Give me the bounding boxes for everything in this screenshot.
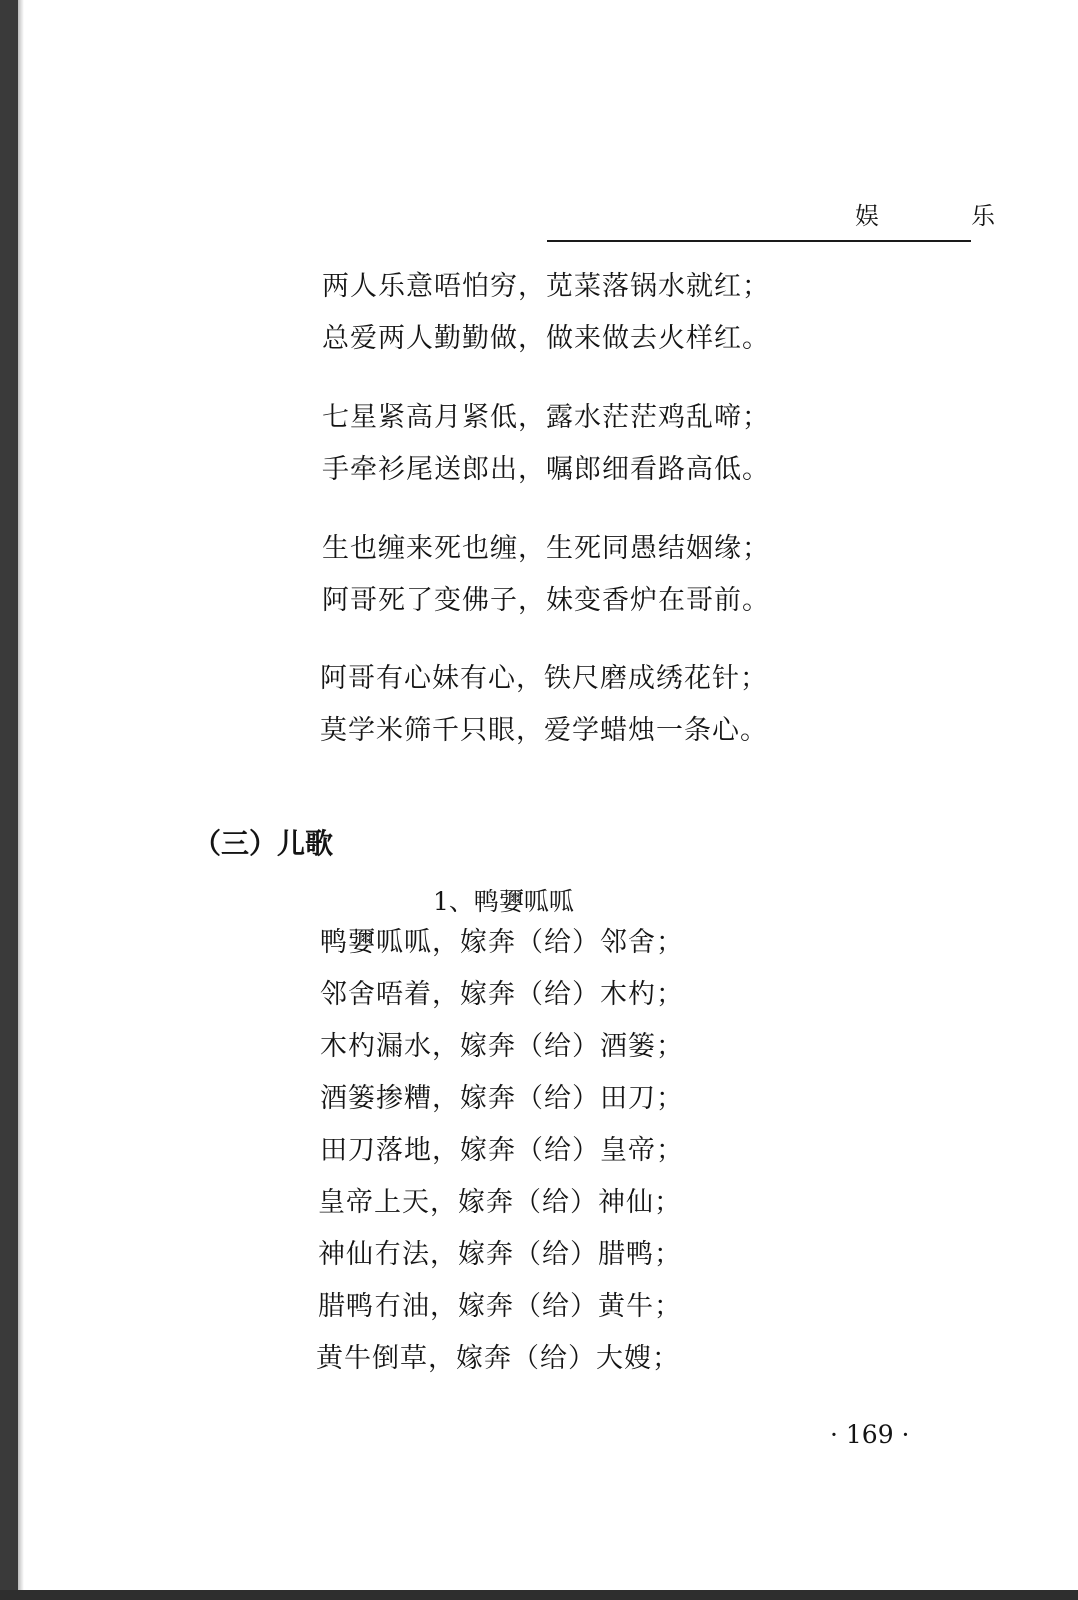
header-rule [547, 240, 971, 242]
stanza-4-line-2: 莫学米筛千只眼，爱学蜡烛一条心。 [320, 715, 768, 746]
rhyme-line-2: 邻舍唔着，嫁奔（给）木杓； [320, 979, 684, 1010]
rhyme-line-7: 神仙冇法，嫁奔（给）腊鸭； [318, 1239, 682, 1270]
song-title: 1、鸭㜷呱呱 [433, 887, 574, 916]
stanza-3-line-2: 阿哥死了变佛子，妹变香炉在哥前。 [322, 585, 770, 616]
scan-left-shadow [18, 0, 24, 1600]
rhyme-line-6: 皇帝上天，嫁奔（给）神仙； [318, 1187, 682, 1218]
stanza-3-line-1: 生也缠来死也缠，生死同愚结姻缘； [322, 533, 770, 564]
rhyme-line-8: 腊鸭冇油，嫁奔（给）黄牛； [318, 1291, 682, 1322]
stanza-4-line-1: 阿哥有心妹有心，铁尺磨成绣花针； [320, 663, 768, 694]
rhyme-line-3: 木杓漏水，嫁奔（给）酒篓； [320, 1031, 684, 1062]
stanza-1-line-2: 总爱两人勤勤做，做来做去火样红。 [322, 323, 770, 354]
rhyme-line-9: 黄牛倒草，嫁奔（给）大嫂； [316, 1343, 680, 1374]
scan-bottom-edge [0, 1590, 1078, 1600]
stanza-1-line-1: 两人乐意唔怕穷，苋菜落锅水就红； [322, 271, 770, 302]
stanza-2-line-1: 七星紧高月紧低，露水茫茫鸡乱啼； [322, 402, 770, 433]
rhyme-line-5: 田刀落地，嫁奔（给）皇帝； [320, 1135, 684, 1166]
running-header: 娱 乐 [855, 202, 1029, 230]
rhyme-line-4: 酒篓掺糟，嫁奔（给）田刀； [320, 1083, 684, 1114]
stanza-2-line-2: 手牵衫尾送郎出，嘱郎细看路高低。 [322, 454, 770, 485]
page-number: · 169 · [830, 1420, 910, 1449]
scan-left-edge [0, 0, 18, 1600]
rhyme-line-1: 鸭㜷呱呱，嫁奔（给）邻舍； [320, 927, 684, 958]
section-heading: （三）儿歌 [193, 827, 334, 860]
